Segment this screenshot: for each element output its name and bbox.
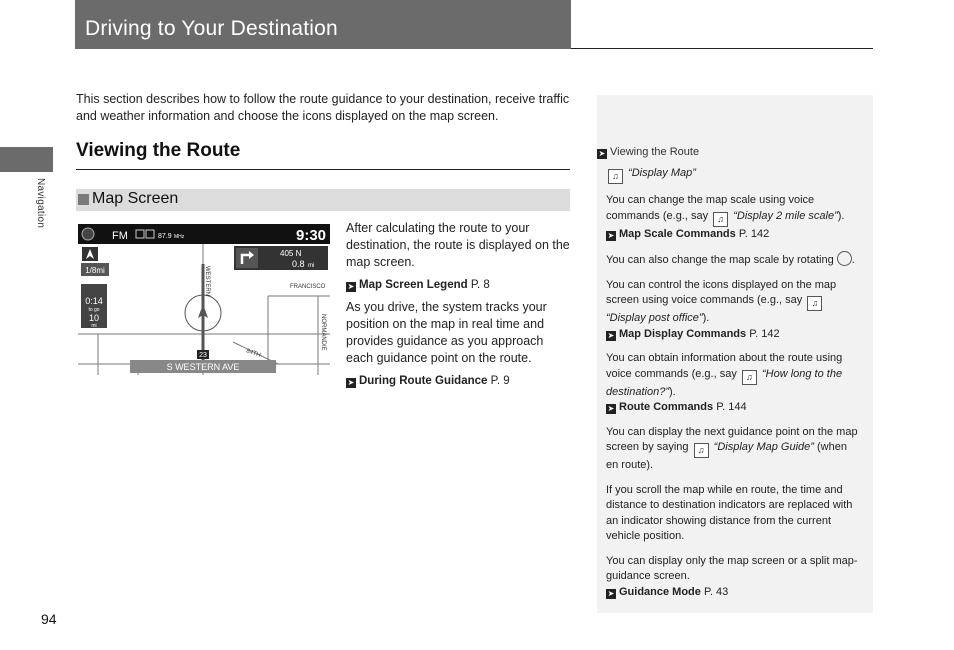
map-band: FM (112, 230, 128, 242)
voice-talk-icon: ♫ (713, 212, 728, 227)
map-distance-unit: mi (91, 323, 97, 329)
reference-arrow-icon: ➤ (347, 378, 355, 387)
sidebar-heading: ➤ Viewing the Route (598, 146, 700, 158)
page-number: 94 (41, 611, 57, 627)
reference-arrow-icon: ➤ (607, 330, 615, 340)
body-text (346, 220, 572, 395)
reference-arrow-icon: ➤ (607, 230, 615, 240)
sidebar-voice-command: ♫ “Display Map” (606, 166, 862, 184)
sidebar-paragraph-2: You can also change the map scale by rotating . (606, 251, 862, 269)
section-rule (76, 169, 570, 170)
map-next-dist: 0.8 (292, 259, 305, 269)
sidebar-paragraph-5: You can display the next guidance point on the map screen by saying ♫ “Display Map Guide” (when en route). (606, 425, 858, 471)
chapter-title-bar (75, 0, 571, 49)
map-street-main: S WESTERN AVE (166, 362, 240, 372)
map-station: 87.9 (158, 233, 172, 240)
map-street-western: WESTERN (204, 266, 210, 296)
map-illustration (78, 224, 330, 375)
map-station-unit: MHz (174, 234, 185, 240)
subsection-title: Map Screen (92, 190, 179, 207)
sidebar-body (606, 166, 862, 609)
xref-map-scale[interactable]: Map Scale Commands (619, 227, 736, 240)
map-scale: 1/8mi (85, 266, 105, 275)
sidebar-paragraph-1: You can change the map scale using voice commands (e.g., say ♫ “Display 2 mile scale”). ➤ Map Scale Commands P. 142 (606, 194, 845, 240)
map-eta-time: 0:14 (85, 296, 103, 306)
side-tab-label: Navigation (35, 178, 46, 229)
map-clock: 9:30 (296, 227, 327, 244)
map-screen-image (78, 224, 330, 375)
map-street-normandie: NORMANDIE (320, 314, 326, 351)
section-title: Viewing the Route (76, 140, 241, 161)
sidebar-paragraph-4: You can obtain information about the route using voice commands (e.g., say ♫ “How long to the destination?”). ➤ Route Commands P. 144 (606, 352, 843, 413)
sidebar-paragraph-7: You can display only the map screen or a split map-guidance screen. ➤ Guidance Mode P. 43 (606, 554, 858, 598)
reference-arrow-icon: ➤ (598, 149, 606, 158)
map-eta-label: to go (88, 307, 100, 313)
square-bullet-icon (78, 194, 89, 205)
intro-paragraph: This section describes how to follow the route guidance to your destination, receive traffic and weather information and choose the icons displayed on the map screen. (76, 92, 570, 123)
xref-route-commands[interactable]: Route Commands (619, 401, 714, 413)
reference-arrow-icon: ➤ (607, 588, 615, 598)
sidebar-paragraph-3: You can control the icons displayed on the map screen using voice commands (e.g., say ♫ “Display post office”). ➤ Map Display Commands P. 142 (606, 278, 837, 340)
interface-dial-icon (837, 251, 852, 266)
xref-map-display[interactable]: Map Display Commands (619, 327, 747, 340)
reference-arrow-icon: ➤ (607, 404, 615, 413)
voice-talk-icon: ♫ (807, 296, 822, 311)
voice-talk-icon: ♫ (608, 169, 623, 184)
map-street-84th: 84TH (245, 348, 262, 359)
xref-guidance-mode[interactable]: Guidance Mode (619, 585, 701, 598)
cross-reference-map-legend[interactable]: ➤ Map Screen Legend P. 8 (347, 279, 490, 291)
subsection-band (76, 189, 570, 211)
reference-arrow-icon: ➤ (347, 282, 355, 291)
voice-talk-icon: ♫ (742, 370, 757, 385)
title-rule (571, 48, 873, 49)
cross-reference-route-guidance[interactable]: ➤ During Route Guidance P. 9 (347, 375, 510, 387)
body-paragraph-1: After calculating the route to your destination, the route is displayed on the map screen. (346, 221, 570, 269)
map-route-number: 23 (199, 352, 207, 359)
side-tab (0, 147, 53, 172)
body-paragraph-2: As you drive, the system tracks your position on the map in real time and provides guidance as you approach each guidance point on the route. (346, 300, 547, 365)
voice-talk-icon: ♫ (694, 443, 709, 458)
map-next-dist-unit: mi (308, 263, 315, 269)
chapter-title: Driving to Your Destination (85, 17, 338, 40)
map-next-road: 405 N (280, 249, 302, 258)
map-street-francisco: FRANCISCO (290, 284, 326, 290)
sidebar-paragraph-6: If you scroll the map while en route, the time and distance to destination indicators are replaced with an indicator showing distance from the current vehicle position. (606, 483, 853, 542)
map-distance: 10 (88, 313, 100, 323)
